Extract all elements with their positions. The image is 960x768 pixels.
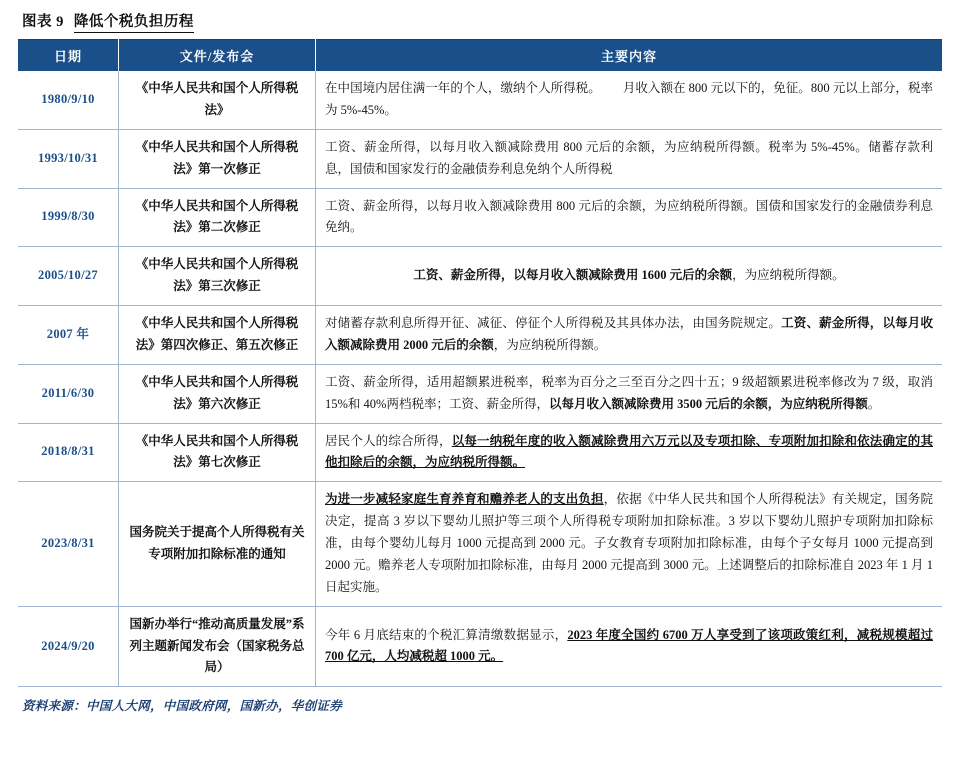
cell-content: 工资、薪金所得，以每月收入额减除费用 800 元后的余额，为应纳税所得额。税率为 5%-45%。储蓄存款利息，国债和国家发行的金融债券利息免纳个人所得税 <box>316 129 943 188</box>
table-row <box>18 482 942 606</box>
figure-title-text: 降低个税负担历程 <box>74 10 194 33</box>
table-row <box>18 247 942 306</box>
cell-document: 《中华人民共和国个人所得税法》第四次修正、第五次修正 <box>119 306 316 365</box>
column-header-document: 文件/发布会 <box>119 40 316 72</box>
cell-content: 工资、薪金所得，以每月收入额减除费用 800 元后的余额，为应纳税所得额。国债和国家发行的金融债券利息免纳。 <box>316 188 943 247</box>
cell-date: 1993/10/31 <box>18 129 119 188</box>
table-row <box>18 188 942 247</box>
cell-content: 居民个人的综合所得，以每一纳税年度的收入额减除费用六万元以及专项扣除、专项附加扣除和依法确定的其他扣除后的余额，为应纳税所得额。 <box>316 423 943 482</box>
cell-content: 今年 6 月底结束的个税汇算清缴数据显示，2023 年度全国约 6700 万人享受到了该项政策红利，减税规模超过 700 亿元，人均减税超 1000 元。 <box>316 606 943 687</box>
table-header-row <box>18 40 942 72</box>
table-row <box>18 423 942 482</box>
table-row <box>18 306 942 365</box>
cell-document: 国新办举行“推动高质量发展”系列主题新闻发布会（国家税务总局） <box>119 606 316 687</box>
table-row <box>18 71 942 129</box>
cell-document: 国务院关于提高个人所得税有关专项附加扣除标准的通知 <box>119 482 316 606</box>
policy-history-table <box>18 39 942 687</box>
table-row <box>18 606 942 687</box>
column-header-content: 主要内容 <box>316 40 943 72</box>
cell-content: 在中国境内居住满一年的个人，缴纳个人所得税。 月收入额在 800 元以下的，免征。800 元以上部分，税率为 5%-45%。 <box>316 71 943 129</box>
cell-date: 2007 年 <box>18 306 119 365</box>
cell-date: 2024/9/20 <box>18 606 119 687</box>
source-note: 资料来源：中国人大网，中国政府网，国新办，华创证券 <box>22 699 343 714</box>
cell-document: 《中华人民共和国个人所得税法》第一次修正 <box>119 129 316 188</box>
cell-date: 2023/8/31 <box>18 482 119 606</box>
cell-content: 工资、薪金所得，适用超额累进税率，税率为百分之三至百分之四十五；9 级超额累进税率修改为 7 级，取消 15%和 40%两档税率；工资、薪金所得，以每月收入额减除费用 3500 元后的余额，为应纳税所得额。 <box>316 364 943 423</box>
column-header-date: 日期 <box>18 40 119 72</box>
table-header <box>18 40 942 72</box>
cell-content: 工资、薪金所得，以每月收入额减除费用 1600 元后的余额，为应纳税所得额。 <box>316 247 943 306</box>
figure-title <box>18 8 942 39</box>
cell-date: 2005/10/27 <box>18 247 119 306</box>
cell-date: 2018/8/31 <box>18 423 119 482</box>
cell-date: 2011/6/30 <box>18 364 119 423</box>
table-row <box>18 129 942 188</box>
cell-document: 《中华人民共和国个人所得税法》第二次修正 <box>119 188 316 247</box>
cell-document: 《中华人民共和国个人所得税法》 <box>119 71 316 129</box>
figure-number: 图表 9 <box>22 14 64 30</box>
cell-date: 1999/8/30 <box>18 188 119 247</box>
cell-document: 《中华人民共和国个人所得税法》第六次修正 <box>119 364 316 423</box>
cell-date: 1980/9/10 <box>18 71 119 129</box>
table-row <box>18 364 942 423</box>
cell-content: 为进一步减轻家庭生育养育和赡养老人的支出负担，依据《中华人民共和国个人所得税法》有关规定，国务院决定，提高 3 岁以下婴幼儿照护等三项个人所得税专项附加扣除标准。3 岁以下婴幼儿照护专项附加扣除标准，由每个婴幼儿每月 1000 元提高到 2000 元。子女教育专项附加扣除标准，由每个子女每月 1000 元提高到 2000 元。赡养老人专项附加扣除标准，由每月 2000 元提高到 3000 元。上述调整后的扣除标准自 2023 年 1 月 1 日起实施。 <box>316 482 943 606</box>
cell-content: 对储蓄存款利息所得开征、减征、停征个人所得税及其具体办法，由国务院规定。工资、薪金所得，以每月收入额减除费用 2000 元后的余额，为应纳税所得额。 <box>316 306 943 365</box>
cell-document: 《中华人民共和国个人所得税法》第三次修正 <box>119 247 316 306</box>
cell-document: 《中华人民共和国个人所得税法》第七次修正 <box>119 423 316 482</box>
table-body <box>18 71 942 687</box>
